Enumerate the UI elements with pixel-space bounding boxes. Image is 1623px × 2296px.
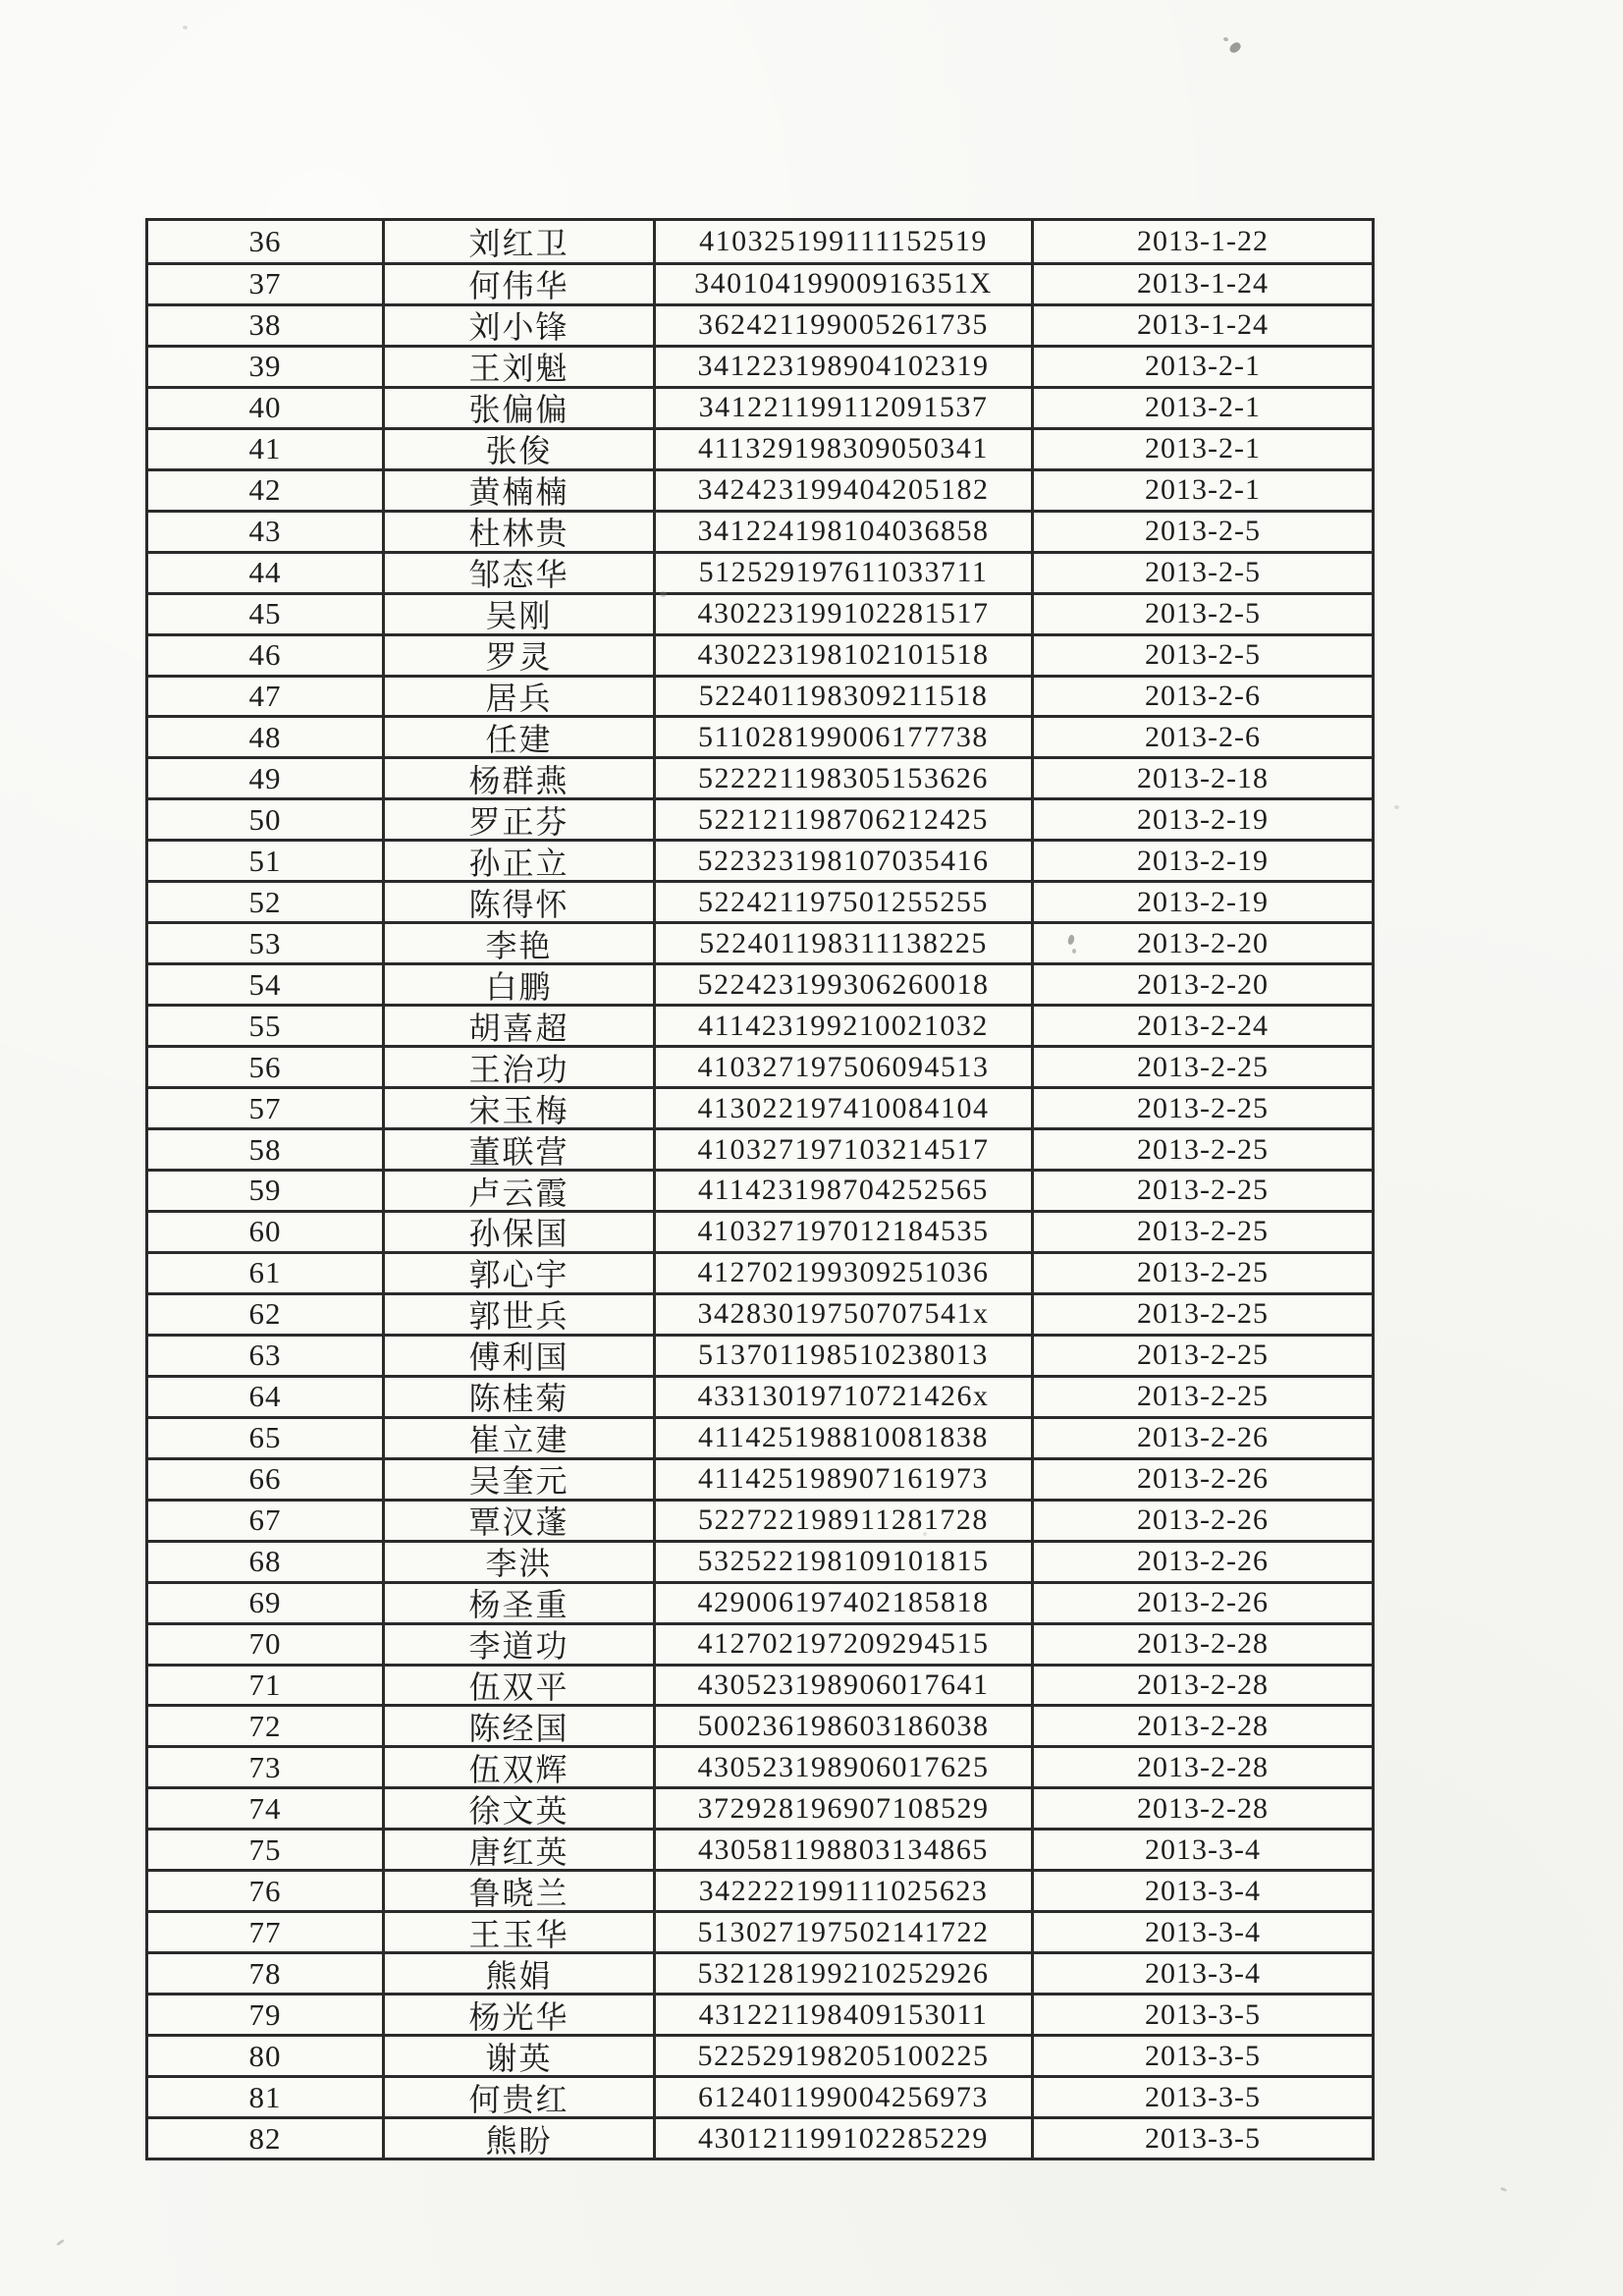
- name-cell: 刘小锋: [382, 306, 653, 345]
- name-cell: 郭世兵: [382, 1295, 653, 1334]
- id-number-cell: 522401198309211518: [653, 678, 1031, 716]
- date-cell: 2013-3-4: [1031, 1831, 1372, 1869]
- name-cell: 谢英: [382, 2037, 653, 2075]
- serial-cell: 74: [248, 1790, 282, 1826]
- date-cell: 2013-2-20: [1031, 924, 1372, 962]
- serial-cell: 53: [248, 925, 282, 960]
- id-number-cell: 411329198309050341: [653, 430, 1031, 468]
- name-cell: 孙正立: [382, 842, 653, 880]
- name-cell: 陈得怀: [382, 883, 653, 921]
- table-row: [148, 1086, 1372, 1127]
- table-row: [148, 1127, 1372, 1169]
- name-cell: 鲁晓兰: [382, 1872, 653, 1910]
- date-cell: 2013-2-25: [1031, 1295, 1372, 1334]
- table-row: [148, 1169, 1372, 1210]
- table-row: [148, 468, 1372, 510]
- date-cell: 2013-2-28: [1031, 1667, 1372, 1705]
- name-cell: 吴刚: [382, 595, 653, 633]
- date-cell: 2013-1-24: [1031, 306, 1372, 345]
- serial-cell: 36: [248, 223, 282, 258]
- scan-speckle: [1228, 41, 1243, 55]
- serial-cell: 44: [248, 555, 282, 590]
- serial-cell: 72: [248, 1708, 282, 1743]
- date-cell: 2013-2-26: [1031, 1460, 1372, 1499]
- date-cell: 2013-2-5: [1031, 595, 1372, 633]
- name-cell: 陈经国: [382, 1707, 653, 1745]
- scan-speckle: [56, 2239, 65, 2247]
- date-cell: 2013-2-28: [1031, 1707, 1372, 1745]
- table-row: [148, 1786, 1372, 1828]
- name-cell: 伍双辉: [382, 1748, 653, 1786]
- serial-cell: 39: [248, 349, 282, 384]
- table-row: [148, 2034, 1372, 2075]
- serial-cell: 73: [248, 1749, 282, 1784]
- serial-cell: 51: [248, 843, 282, 878]
- table-row: [148, 427, 1372, 468]
- table-row: [148, 839, 1372, 880]
- table-row: [148, 675, 1372, 716]
- name-cell: 熊娟: [382, 1954, 653, 1993]
- id-number-cell: 341221199112091537: [653, 389, 1031, 427]
- serial-cell: 48: [248, 719, 282, 754]
- name-cell: 邹态华: [382, 554, 653, 592]
- serial-cell: 60: [248, 1214, 282, 1249]
- name-cell: 傅利国: [382, 1337, 653, 1375]
- date-cell: 2013-2-28: [1031, 1748, 1372, 1786]
- id-number-cell: 342222199111025623: [653, 1872, 1031, 1910]
- id-number-cell: 430121199102285229: [653, 2119, 1031, 2158]
- id-number-cell: 362421199005261735: [653, 306, 1031, 345]
- serial-cell: 75: [248, 1831, 282, 1867]
- serial-cell: 45: [248, 596, 282, 631]
- table-row: [148, 262, 1372, 303]
- table-row: [148, 1045, 1372, 1086]
- table-row: [148, 1292, 1372, 1334]
- id-number-cell: 430223199102281517: [653, 595, 1031, 633]
- serial-cell: 76: [248, 1873, 282, 1908]
- date-cell: 2013-3-4: [1031, 1913, 1372, 1951]
- name-cell: 罗正芬: [382, 800, 653, 839]
- id-number-cell: 431221198409153011: [653, 1995, 1031, 2034]
- date-cell: 2013-2-5: [1031, 513, 1372, 551]
- serial-cell: 46: [248, 637, 282, 673]
- table-row: [148, 1828, 1372, 1869]
- serial-cell: 78: [248, 1955, 282, 1991]
- serial-cell: 62: [248, 1296, 282, 1332]
- date-cell: 2013-3-5: [1031, 1995, 1372, 2034]
- id-number-cell: 43313019710721426x: [653, 1378, 1031, 1416]
- id-number-cell: 612401199004256973: [653, 2078, 1031, 2116]
- id-number-cell: 412702199309251036: [653, 1254, 1031, 1292]
- id-number-cell: 522323198107035416: [653, 842, 1031, 880]
- table-row: [148, 1704, 1372, 1745]
- name-cell: 刘红卫: [382, 221, 653, 262]
- id-number-cell: 522221198305153626: [653, 759, 1031, 797]
- date-cell: 2013-2-28: [1031, 1789, 1372, 1828]
- serial-cell: 66: [248, 1461, 282, 1497]
- id-number-cell: 410327197103214517: [653, 1130, 1031, 1169]
- name-cell: 何伟华: [382, 265, 653, 303]
- table-row: [148, 510, 1372, 551]
- table-row: [148, 880, 1372, 921]
- id-number-cell: 410327197506094513: [653, 1048, 1031, 1086]
- name-cell: 孙保国: [382, 1213, 653, 1251]
- date-cell: 2013-3-5: [1031, 2037, 1372, 2075]
- id-number-cell: 512529197611033711: [653, 554, 1031, 592]
- name-cell: 覃汉蓬: [382, 1502, 653, 1540]
- id-number-cell: 430223198102101518: [653, 636, 1031, 675]
- id-number-cell: 341224198104036858: [653, 513, 1031, 551]
- name-cell: 陈桂菊: [382, 1378, 653, 1416]
- table-row: [148, 1581, 1372, 1622]
- table-row: [148, 551, 1372, 592]
- date-cell: 2013-2-25: [1031, 1048, 1372, 1086]
- name-cell: 杜林贵: [382, 513, 653, 551]
- table-row: [148, 1375, 1372, 1416]
- serial-cell: 64: [248, 1379, 282, 1414]
- date-cell: 2013-2-5: [1031, 554, 1372, 592]
- id-number-cell: 522121198706212425: [653, 800, 1031, 839]
- serial-cell: 69: [248, 1585, 282, 1620]
- table-row: [148, 1745, 1372, 1786]
- name-cell: 罗灵: [382, 636, 653, 675]
- table-row: [148, 797, 1372, 839]
- serial-cell: 70: [248, 1626, 282, 1662]
- id-number-cell: 511028199006177738: [653, 718, 1031, 756]
- scan-speckle: [1500, 2187, 1508, 2192]
- id-number-cell: 413022197410084104: [653, 1089, 1031, 1127]
- table-row: [148, 1210, 1372, 1251]
- table-row: [148, 1622, 1372, 1664]
- date-cell: 2013-2-25: [1031, 1130, 1372, 1169]
- serial-cell: 65: [248, 1420, 282, 1455]
- name-cell: 唐红英: [382, 1831, 653, 1869]
- serial-cell: 56: [248, 1049, 282, 1084]
- id-number-cell: 522529198205100225: [653, 2037, 1031, 2075]
- scan-speckle: [1072, 949, 1076, 954]
- date-cell: 2013-1-24: [1031, 265, 1372, 303]
- table-row: [148, 221, 1372, 262]
- id-number-cell: 513027197502141722: [653, 1913, 1031, 1951]
- table-row: [148, 1004, 1372, 1045]
- id-number-cell: 532128199210252926: [653, 1954, 1031, 1993]
- name-cell: 杨光华: [382, 1995, 653, 2034]
- name-cell: 黄楠楠: [382, 471, 653, 510]
- name-cell: 白鹏: [382, 965, 653, 1004]
- id-number-cell: 341223198904102319: [653, 348, 1031, 386]
- id-number-cell: 34010419900916351X: [653, 265, 1031, 303]
- id-number-cell: 522401198311138225: [653, 924, 1031, 962]
- table-row: [148, 592, 1372, 633]
- table-row: [148, 345, 1372, 386]
- id-number-cell: 411423198704252565: [653, 1172, 1031, 1210]
- serial-cell: 38: [248, 307, 282, 343]
- date-cell: 2013-2-25: [1031, 1089, 1372, 1127]
- serial-cell: 71: [248, 1667, 282, 1702]
- date-cell: 2013-2-20: [1031, 965, 1372, 1004]
- id-number-cell: 522722198911281728: [653, 1502, 1031, 1540]
- serial-cell: 50: [248, 801, 282, 837]
- serial-cell: 41: [248, 431, 282, 466]
- id-number-cell: 411425198907161973: [653, 1460, 1031, 1499]
- name-cell: 李洪: [382, 1543, 653, 1581]
- date-cell: 2013-2-19: [1031, 800, 1372, 839]
- name-cell: 胡喜超: [382, 1007, 653, 1045]
- table-row: [148, 386, 1372, 427]
- table-row: [148, 1664, 1372, 1705]
- id-number-cell: 342423199404205182: [653, 471, 1031, 510]
- date-cell: 2013-2-19: [1031, 883, 1372, 921]
- serial-cell: 40: [248, 390, 282, 425]
- serial-cell: 47: [248, 679, 282, 713]
- id-number-cell: 412702197209294515: [653, 1625, 1031, 1664]
- id-number-cell: 429006197402185818: [653, 1584, 1031, 1622]
- serial-cell: 49: [248, 760, 282, 795]
- table-row: [148, 962, 1372, 1004]
- date-cell: 2013-2-25: [1031, 1172, 1372, 1210]
- table-row: [148, 2116, 1372, 2158]
- date-cell: 2013-3-4: [1031, 1872, 1372, 1910]
- serial-cell: 77: [248, 1914, 282, 1949]
- serial-cell: 63: [248, 1338, 282, 1373]
- name-cell: 卢云霞: [382, 1172, 653, 1210]
- date-cell: 2013-2-28: [1031, 1625, 1372, 1664]
- name-cell: 崔立建: [382, 1419, 653, 1457]
- date-cell: 2013-1-22: [1031, 221, 1372, 262]
- serial-cell: 42: [248, 472, 282, 508]
- date-cell: 2013-2-25: [1031, 1378, 1372, 1416]
- serial-cell: 54: [248, 966, 282, 1002]
- date-cell: 2013-2-26: [1031, 1584, 1372, 1622]
- date-cell: 2013-2-25: [1031, 1254, 1372, 1292]
- name-cell: 张俊: [382, 430, 653, 468]
- scan-speckle: [1394, 805, 1399, 809]
- name-cell: 王玉华: [382, 1913, 653, 1951]
- name-cell: 王刘魁: [382, 348, 653, 386]
- name-cell: 杨圣重: [382, 1584, 653, 1622]
- serial-cell: 37: [248, 266, 282, 301]
- serial-cell: 68: [248, 1544, 282, 1579]
- table-row: [148, 1869, 1372, 1910]
- date-cell: 2013-3-5: [1031, 2119, 1372, 2158]
- date-cell: 2013-3-4: [1031, 1954, 1372, 1993]
- name-cell: 郭心宇: [382, 1254, 653, 1292]
- table-row: [148, 715, 1372, 756]
- date-cell: 2013-2-25: [1031, 1337, 1372, 1375]
- table-row: [148, 1334, 1372, 1375]
- name-cell: 李艳: [382, 924, 653, 962]
- serial-cell: 52: [248, 884, 282, 919]
- id-number-cell: 500236198603186038: [653, 1707, 1031, 1745]
- date-cell: 2013-2-1: [1031, 471, 1372, 510]
- date-cell: 2013-2-5: [1031, 636, 1372, 675]
- id-number-cell: 411425198810081838: [653, 1419, 1031, 1457]
- serial-cell: 82: [248, 2120, 282, 2156]
- serial-cell: 43: [248, 514, 282, 549]
- date-cell: 2013-2-19: [1031, 842, 1372, 880]
- table-row: [148, 1457, 1372, 1499]
- table-row: [148, 1416, 1372, 1457]
- date-cell: 2013-2-6: [1031, 678, 1372, 716]
- date-cell: 2013-2-1: [1031, 348, 1372, 386]
- date-cell: 2013-3-5: [1031, 2078, 1372, 2116]
- name-cell: 何贵红: [382, 2078, 653, 2116]
- serial-cell: 61: [248, 1255, 282, 1290]
- serial-cell: 79: [248, 1996, 282, 2032]
- serial-cell: 59: [248, 1173, 282, 1208]
- table-row: [148, 1499, 1372, 1540]
- scan-speckle: [660, 591, 667, 597]
- id-number-cell: 430523198906017625: [653, 1748, 1031, 1786]
- date-cell: 2013-2-6: [1031, 718, 1372, 756]
- date-cell: 2013-2-26: [1031, 1419, 1372, 1457]
- serial-cell: 58: [248, 1131, 282, 1167]
- id-number-cell: 513701198510238013: [653, 1337, 1031, 1375]
- serial-cell: 67: [248, 1503, 282, 1538]
- id-number-cell: 522423199306260018: [653, 965, 1031, 1004]
- id-number-cell: 532522198109101815: [653, 1543, 1031, 1581]
- name-cell: 徐文英: [382, 1789, 653, 1828]
- record-table: [145, 218, 1375, 2160]
- name-cell: 董联营: [382, 1130, 653, 1169]
- name-cell: 任建: [382, 718, 653, 756]
- serial-cell: 55: [248, 1008, 282, 1043]
- id-number-cell: 430581198803134865: [653, 1831, 1031, 1869]
- table-row: [148, 1540, 1372, 1581]
- id-number-cell: 372928196907108529: [653, 1789, 1031, 1828]
- table-row: [148, 756, 1372, 797]
- serial-cell: 80: [248, 2038, 282, 2073]
- scan-speckle: [1223, 36, 1229, 41]
- name-cell: 居兵: [382, 678, 653, 716]
- name-cell: 李道功: [382, 1625, 653, 1664]
- id-number-cell: 522421197501255255: [653, 883, 1031, 921]
- name-cell: 王治功: [382, 1048, 653, 1086]
- scan-speckle: [923, 1532, 927, 1536]
- table-row: [148, 1910, 1372, 1951]
- date-cell: 2013-2-26: [1031, 1502, 1372, 1540]
- id-number-cell: 430523198906017641: [653, 1667, 1031, 1705]
- id-number-cell: 411423199210021032: [653, 1007, 1031, 1045]
- date-cell: 2013-2-1: [1031, 389, 1372, 427]
- table-row: [148, 633, 1372, 675]
- id-number-cell: 34283019750707541x: [653, 1295, 1031, 1334]
- name-cell: 伍双平: [382, 1667, 653, 1705]
- date-cell: 2013-2-24: [1031, 1007, 1372, 1045]
- name-cell: 吴奎元: [382, 1460, 653, 1499]
- date-cell: 2013-2-18: [1031, 759, 1372, 797]
- table-row: [148, 1993, 1372, 2034]
- date-cell: 2013-2-25: [1031, 1213, 1372, 1251]
- id-number-cell: 410327197012184535: [653, 1213, 1031, 1251]
- table-row: [148, 2075, 1372, 2116]
- id-number-cell: 410325199111152519: [653, 221, 1031, 262]
- serial-cell: 57: [248, 1090, 282, 1125]
- table-row: [148, 303, 1372, 345]
- name-cell: 张偏偏: [382, 389, 653, 427]
- date-cell: 2013-2-26: [1031, 1543, 1372, 1581]
- table-row: [148, 1251, 1372, 1292]
- name-cell: 宋玉梅: [382, 1089, 653, 1127]
- table-row: [148, 921, 1372, 962]
- serial-cell: 81: [248, 2079, 282, 2114]
- scan-speckle: [183, 26, 188, 29]
- name-cell: 杨群燕: [382, 759, 653, 797]
- date-cell: 2013-2-1: [1031, 430, 1372, 468]
- name-cell: 熊盼: [382, 2119, 653, 2158]
- table-row: [148, 1951, 1372, 1993]
